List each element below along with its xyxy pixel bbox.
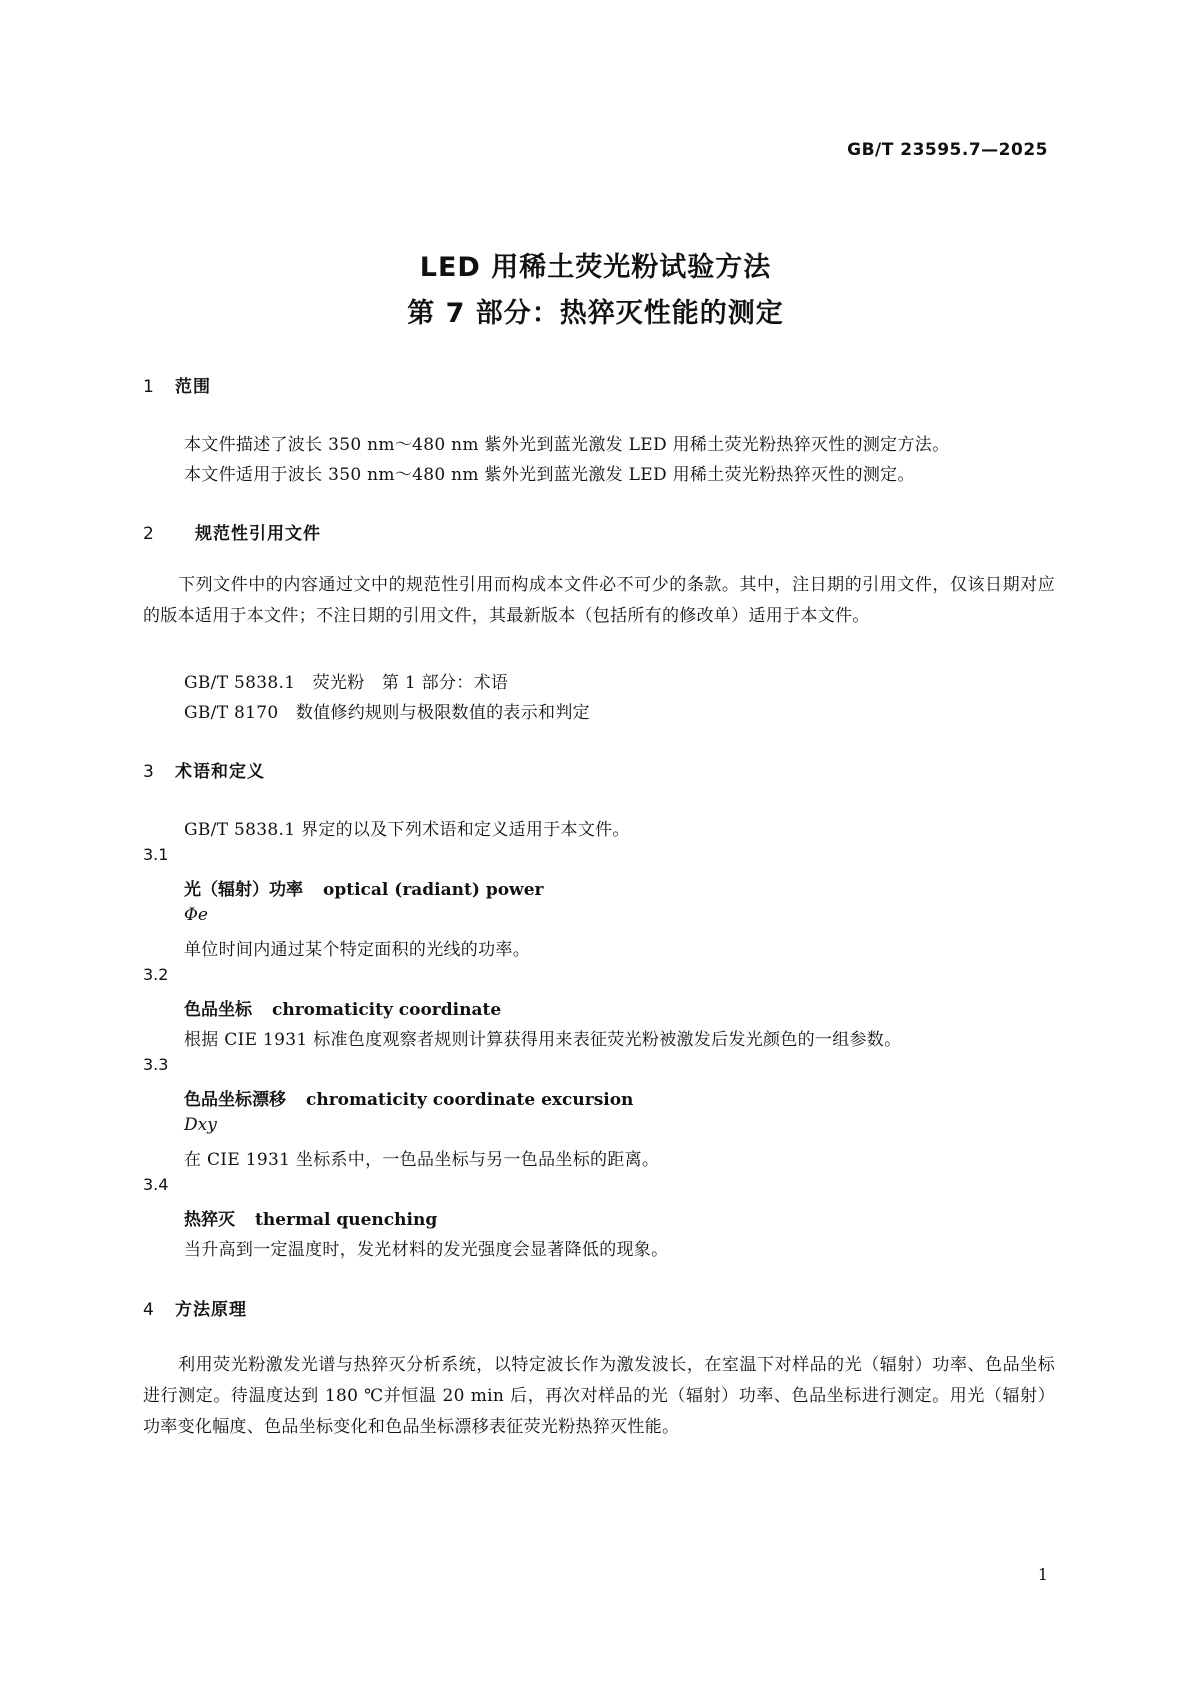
term-number: 3.4 (143, 1175, 169, 1194)
section-2-heading (143, 519, 321, 544)
normative-reference-1 (184, 668, 508, 693)
term-name (184, 995, 501, 1020)
document-title-line2: 第 7 部分：热猝灭性能的测定 (407, 298, 784, 329)
section-4-paragraph: 利用荧光粉激发光谱与热猝灭分析系统，以特定波长作为激发波长，在室温下对样品的光（辐射）功率、色品坐标进行测定。待温度达到 180 ℃并恒温 20 min 后，再次对样品的光（辐射）功率、色品坐标进行测定。用光（辐射）功率变化幅度、色品坐标变化和色品坐标漂移表征荧光粉热猝灭性能。 (143, 1355, 1055, 1437)
reference-title: 数值修约规则与极限数值的表示和判定 (295, 703, 590, 723)
term-english: optical (radiant) power (323, 880, 544, 900)
term-definition: 当升高到一定温度时，发光材料的发光强度会显著降低的现象。 (184, 1240, 669, 1260)
section-title: 范围 (175, 377, 211, 397)
term-english: chromaticity coordinate excursion (306, 1090, 634, 1110)
section-3-intro: GB/T 5838.1 界定的以及下列术语和定义适用于本文件。 (184, 820, 630, 840)
section-number: 2 (143, 524, 155, 544)
section-number: 3 (143, 762, 155, 782)
section-title: 规范性引用文件 (195, 524, 321, 544)
reference-title: 荧光粉 第 1 部分：术语 (312, 673, 509, 693)
section-title: 术语和定义 (175, 762, 265, 782)
term-chinese: 色品坐标 (184, 1000, 252, 1020)
term-definition: 在 CIE 1931 坐标系中，一色品坐标与另一色品坐标的距离。 (184, 1150, 660, 1170)
section-3-heading (143, 757, 265, 782)
reference-code: GB/T 8170 (184, 703, 279, 723)
term-name (184, 875, 543, 900)
term-number: 3.1 (143, 845, 169, 864)
term-name (184, 1085, 633, 1110)
term-definition: 根据 CIE 1931 标准色度观察者规则计算获得用来表征荧光粉被激发后发光颜色的一组参数。 (184, 1030, 902, 1050)
term-english: chromaticity coordinate (272, 1000, 502, 1020)
document-code: GB/T 23595.7—2025 (847, 140, 1048, 160)
normative-reference-2 (184, 698, 590, 723)
term-chinese: 光（辐射）功率 (184, 880, 303, 900)
section-1-paragraph-2: 本文件适用于波长 350 nm～480 nm 紫外光到蓝光激发 LED 用稀土荧光粉热猝灭性的测定。 (184, 465, 915, 485)
term-symbol: Φe (184, 905, 208, 925)
reference-code: GB/T 5838.1 (184, 673, 296, 693)
section-1-heading (143, 372, 211, 397)
term-number: 3.3 (143, 1055, 169, 1074)
section-4-heading (143, 1295, 247, 1320)
term-number: 3.2 (143, 965, 169, 984)
term-definition: 单位时间内通过某个特定面积的光线的功率。 (184, 940, 530, 960)
term-name (184, 1205, 437, 1230)
term-chinese: 热猝灭 (184, 1210, 235, 1230)
page-number: 1 (1037, 1565, 1048, 1584)
term-symbol: Dxy (184, 1115, 217, 1135)
section-number: 4 (143, 1300, 155, 1320)
term-english: thermal quenching (255, 1210, 438, 1230)
section-number: 1 (143, 377, 155, 397)
section-1-paragraph-1: 本文件描述了波长 350 nm～480 nm 紫外光到蓝光激发 LED 用稀土荧光粉热猝灭性的测定方法。 (184, 435, 950, 455)
section-2-paragraph: 下列文件中的内容通过文中的规范性引用而构成本文件必不可少的条款。其中，注日期的引用文件，仅该日期对应的版本适用于本文件；不注日期的引用文件，其最新版本（包括所有的修改单）适用于本文件。 (143, 575, 1055, 626)
section-title: 方法原理 (175, 1300, 247, 1320)
document-title-line1: LED 用稀土荧光粉试验方法 (419, 252, 772, 283)
term-chinese: 色品坐标漂移 (184, 1090, 286, 1110)
